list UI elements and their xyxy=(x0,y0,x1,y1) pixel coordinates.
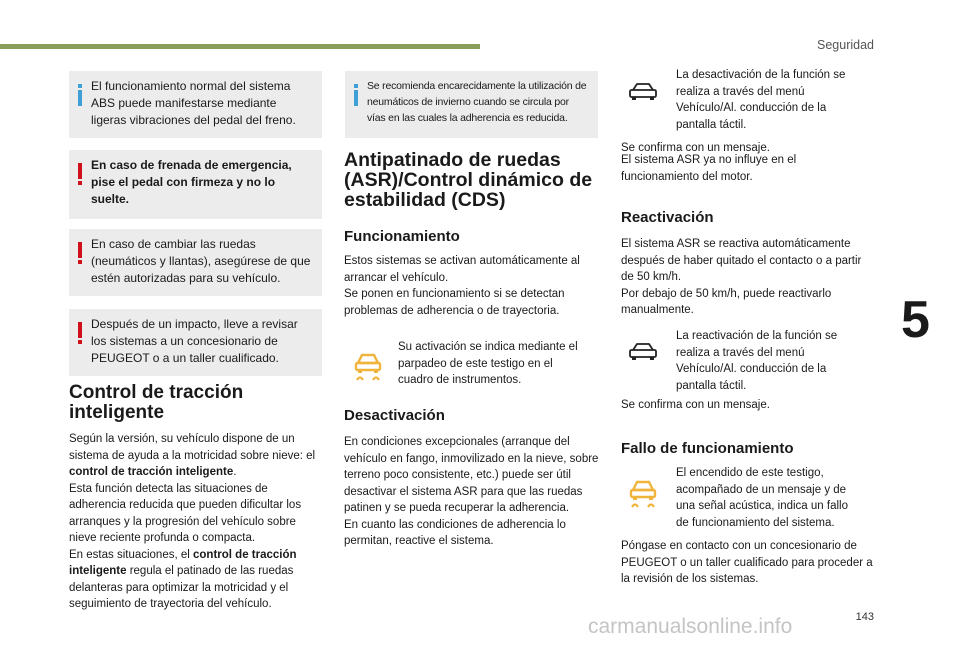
info-note-winter-tyres xyxy=(345,71,598,138)
react-icon-text: La reactivación de la función se realiza a través del menú Vehículo/Al. conducción de la pantalla táctil. xyxy=(676,330,838,392)
page-number: 143 xyxy=(855,611,874,623)
bold-term: control de tracción inteligente xyxy=(69,466,234,478)
watermark: carmanualsonline.info xyxy=(588,615,793,638)
warning-note-wheels xyxy=(69,229,322,296)
fault-icon-text: El encendido de este testigo, acompañado de un mensaje y de una señal acústica, indica un fallo de funcionamiento del sistema. xyxy=(676,467,848,529)
asr-off-text: El sistema ASR ya no influye en el funcionamiento del motor. xyxy=(621,154,797,183)
note-text: El funcionamiento normal del sistema ABS puede manifestarse mediante ligeras vibraciones del pedal del freno. xyxy=(91,79,296,127)
func-body xyxy=(344,253,600,319)
info-icon xyxy=(354,84,358,106)
traction-paragraph-1: Según la versión, su vehículo dispone de un sistema de ayuda a la motricidad sobre nieve: el control de tracción inteligente. xyxy=(69,433,316,478)
header-accent-bar xyxy=(0,44,480,49)
note-text: Después de un impacto, lleve a revisar los sistemas a un concesionario de PEUGEOT o a un taller cualificado. xyxy=(91,317,298,365)
func-paragraph-2: Se ponen en funcionamiento si se detectan problemas de adherencia o de trayectoria. xyxy=(344,288,565,317)
esp-telltale-icon xyxy=(352,350,384,382)
heading-fallo: Fallo de funcionamiento xyxy=(621,440,794,457)
react-body xyxy=(621,236,877,319)
esp-telltale-icon xyxy=(627,477,659,509)
warning-icon xyxy=(78,242,82,264)
react-paragraph-1: El sistema ASR se reactiva automáticamente después de haber quitado el contacto o a partir de 50 km/h. xyxy=(621,238,862,283)
confirm-message-2: Se confirma con un mensaje. xyxy=(621,399,770,411)
warning-note-impact xyxy=(69,309,322,376)
traction-paragraph-2: Esta función detecta las situaciones de adherencia reducida que pueden dificultar los arranques y la progresión del vehículo sobre nieve reciente profunda o compacta. xyxy=(69,482,302,544)
func-icon-text: Su activación se indica mediante el parpadeo de este testigo en el cuadro de instrumentos. xyxy=(398,341,578,386)
section-title-asr: Antipatinado de ruedas (ASR)/Control dinámico de estabilidad (CDS) xyxy=(344,149,593,211)
warning-note-emergency-braking xyxy=(69,150,322,219)
section-label: Seguridad xyxy=(817,38,874,52)
car-icon xyxy=(628,81,658,103)
deact-icon-text: La desactivación de la función se realiza a través del menú Vehículo/Al. conducción de la pantalla táctil. xyxy=(676,69,846,131)
info-note-abs xyxy=(69,71,322,138)
react-paragraph-2: Por debajo de 50 km/h, puede reactivarlo manualmente. xyxy=(621,287,832,316)
heading-funcionamiento: Funcionamiento xyxy=(344,228,460,245)
traction-paragraph-3: En estas situaciones, el control de tracción inteligente regula el patinado de las ruedas delanteras para optimizar la motricidad y el seguimiento de trayectoria del vehículo. xyxy=(69,548,297,610)
deact-paragraph-1: En condiciones excepcionales (arranque del vehículo en fango, inmovilizado en la nieve, sobre terreno poco consistente, etc.) puede ser útil desactivar el sistema ASR para que las ruedas patinen y se pueda recuperar la adherencia. xyxy=(344,436,599,514)
section-title-traction: Control de tracción inteligente xyxy=(69,382,244,423)
chapter-number: 5 xyxy=(901,291,930,349)
note-text: En caso de frenada de emergencia, pise el pedal con firmeza y no lo suelte. xyxy=(91,158,292,206)
car-icon xyxy=(628,341,658,363)
traction-body xyxy=(69,431,325,613)
func-paragraph-1: Estos sistemas se activan automáticamente al arrancar el vehículo. xyxy=(344,255,580,284)
info-icon xyxy=(78,84,82,106)
heading-reactivacion: Reactivación xyxy=(621,209,714,226)
note-text: Se recomienda encarecidamente la utilización de neumáticos de invierno cuando se circula por vías en las cuales la adherencia es reducida. xyxy=(367,80,587,124)
confirm-message-1: Se confirma con un mensaje. xyxy=(621,142,770,154)
warning-icon xyxy=(78,322,82,344)
bold-term: control de tracción inteligente xyxy=(69,548,297,577)
deact-paragraph-2: En cuanto las condiciones de adherencia lo permitan, reactive el sistema. xyxy=(344,518,566,547)
fault-paragraph: Póngase en contacto con un concesionario de PEUGEOT o un taller cualificado para proceder a la revisión de los sistemas. xyxy=(621,540,873,585)
note-text: En caso de cambiar las ruedas (neumáticos y llantas), asegúrese de que estén autorizadas para su vehículo. xyxy=(91,237,311,285)
heading-desactivacion: Desactivación xyxy=(344,407,445,424)
deact-body xyxy=(344,434,600,550)
warning-icon xyxy=(78,163,82,185)
